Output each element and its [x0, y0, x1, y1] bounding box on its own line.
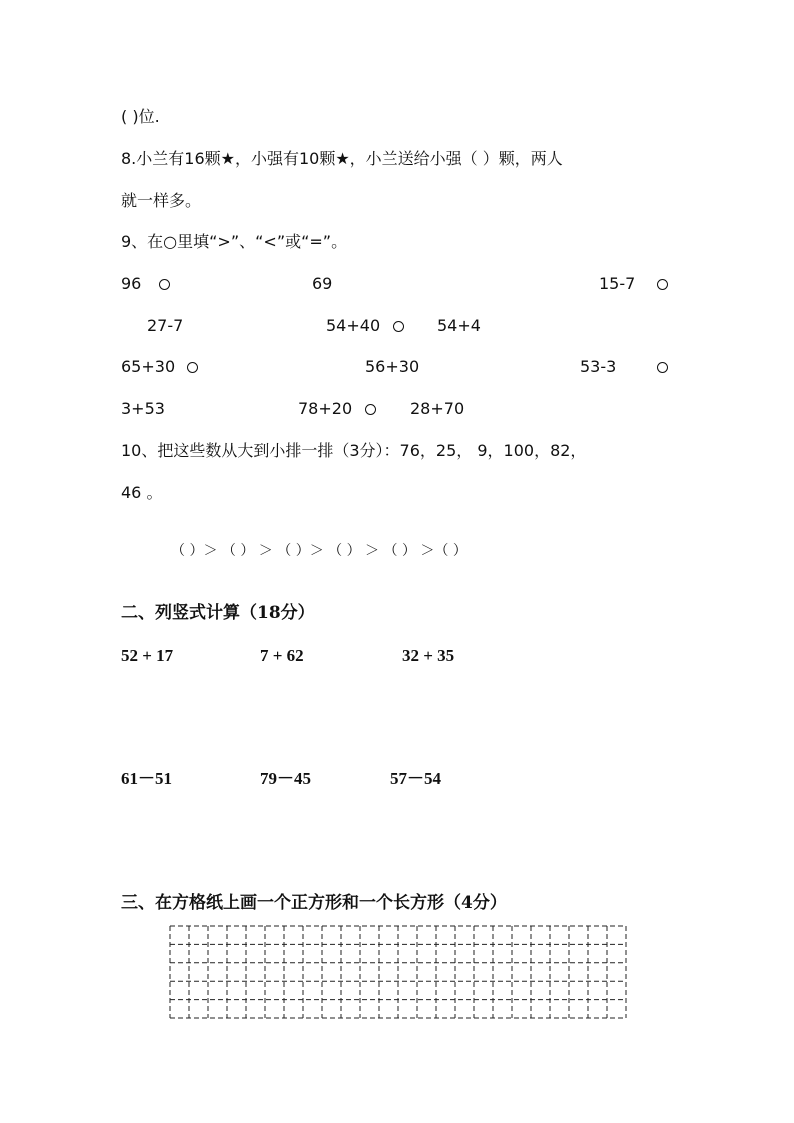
calc-item-4: 61－51 — [121, 769, 172, 788]
calc-item-2: 7 + 62 — [260, 646, 304, 665]
q9-item-6-right: 28+70 — [410, 399, 465, 418]
q9-item-3-blank-icon[interactable] — [393, 316, 404, 336]
q9-item-1-blank-icon[interactable] — [159, 274, 170, 294]
q9-item-6-blank-icon[interactable] — [365, 399, 376, 419]
q9-item-2-blank-icon[interactable] — [657, 274, 668, 294]
q9-item-4-blank-icon[interactable] — [187, 357, 198, 377]
q10-line2: 46 。 — [121, 483, 163, 502]
q9-item-2-right: 27-7 — [147, 316, 184, 335]
q9-item-4-right: 56+30 — [365, 357, 420, 376]
calc-item-1: 52 + 17 — [121, 646, 174, 665]
q9-item-2-left: 15-7 — [599, 274, 636, 293]
q9-item-5-right: 3+53 — [121, 399, 165, 418]
calc-item-3: 32 + 35 — [402, 646, 455, 665]
q9-item-1-left: 96 — [121, 274, 142, 293]
q9-item-3-right: 54+4 — [437, 316, 481, 335]
q10-line1: 10、把这些数从大到小排一排（3分）：76，25， 9，100，82， — [121, 441, 587, 460]
q8-line1: 8.小兰有16颗★，小强有10颗★，小兰送给小强（ ）颗，两人 — [121, 149, 563, 168]
q9-instruction: 9、在○里填“>”、“<”或“=”。 — [121, 232, 348, 251]
section2-title: 二、列竖式计算（18分） — [121, 603, 315, 623]
q9-item-5-left: 53-3 — [580, 357, 617, 376]
q9-item-5-blank-icon[interactable] — [657, 357, 668, 377]
q9-item-1-right: 69 — [312, 274, 333, 293]
prev-question-tail: ( )位. — [121, 107, 160, 126]
calc-item-6: 57－54 — [390, 769, 441, 788]
q9-item-3-left: 54+40 — [326, 316, 381, 335]
section3-title: 三、在方格纸上画一个正方形和一个长方形（4分） — [121, 893, 507, 913]
grid-paper[interactable] — [169, 925, 627, 1019]
q9-item-6-left: 78+20 — [298, 399, 353, 418]
calc-item-5: 79－45 — [260, 769, 311, 788]
q9-item-4-left: 65+30 — [121, 357, 176, 376]
q8-line2: 就一样多。 — [121, 191, 202, 210]
q10-answer-row[interactable]: （ ）＞ （ ） ＞ （ ）＞ （ ） ＞ （ ） ＞（ ） — [171, 543, 467, 559]
